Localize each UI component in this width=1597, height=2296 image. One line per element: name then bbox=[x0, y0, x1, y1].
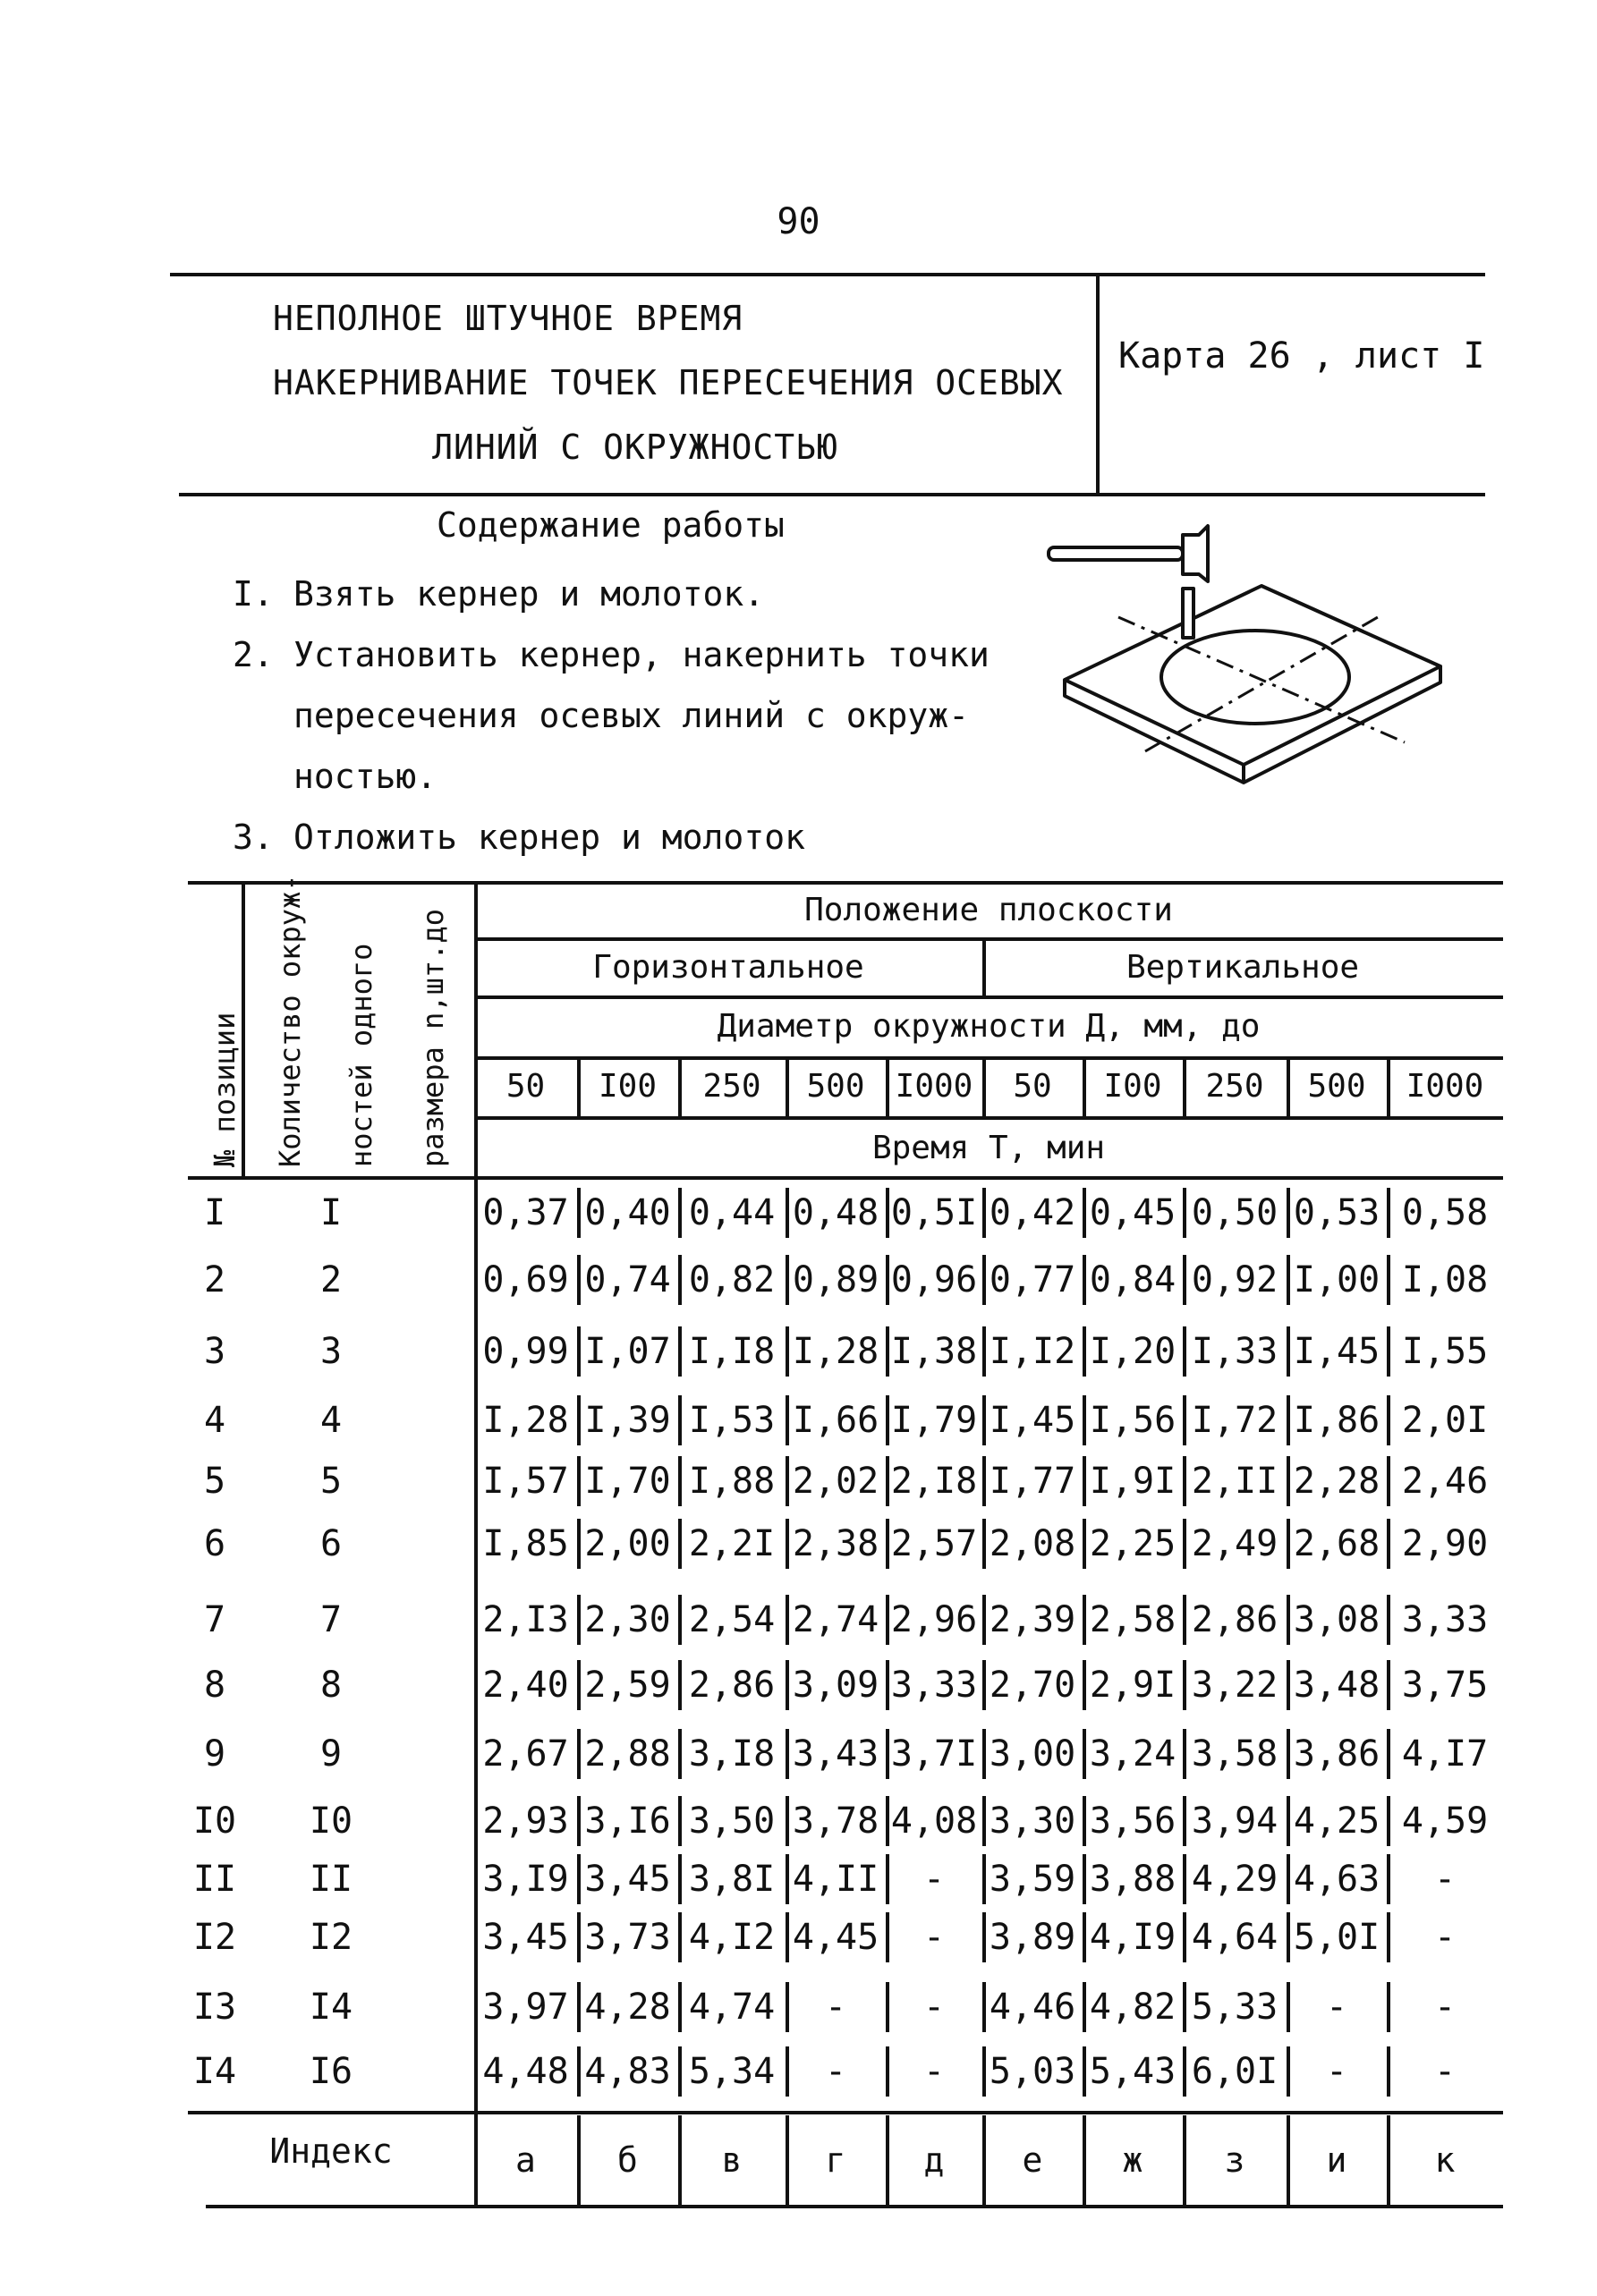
time-value-cell: 3,45 bbox=[584, 1859, 671, 1900]
index-letter-cell: ж bbox=[1122, 2140, 1143, 2180]
index-letter-cell: з bbox=[1224, 2140, 1245, 2180]
vertical-header: Вертикальное bbox=[1126, 949, 1360, 986]
time-value-cell: 3,86 bbox=[1293, 1733, 1380, 1775]
time-value-cell: 4,29 bbox=[1191, 1859, 1278, 1900]
time-value-cell: 4,08 bbox=[890, 1800, 978, 1842]
header-bottom-rule bbox=[188, 1176, 1503, 1180]
time-value-cell: 5,03 bbox=[989, 2051, 1076, 2092]
time-value-cell: - bbox=[1433, 2051, 1457, 2092]
time-value-cell: 3,43 bbox=[792, 1733, 879, 1775]
time-value-cell: 0,77 bbox=[989, 1259, 1076, 1301]
position-cell: 2 bbox=[203, 1259, 226, 1301]
time-value-cell: 6,0I bbox=[1191, 2051, 1278, 2092]
time-value-cell: 2,93 bbox=[482, 1800, 569, 1842]
diameter-cell: I00 bbox=[1103, 1068, 1162, 1105]
position-cell: I bbox=[203, 1192, 226, 1233]
time-value-cell: 0,96 bbox=[890, 1259, 978, 1301]
hammer-icon bbox=[1049, 547, 1183, 560]
time-table bbox=[188, 874, 1503, 2223]
time-value-cell: 0,44 bbox=[688, 1192, 776, 1233]
time-value-cell: 2,88 bbox=[584, 1733, 671, 1775]
time-value-cell: 0,89 bbox=[792, 1259, 879, 1301]
time-value-cell: I,20 bbox=[1089, 1331, 1177, 1372]
time-value-cell: 3,09 bbox=[792, 1665, 879, 1706]
time-value-cell: 2,II bbox=[1191, 1461, 1278, 1502]
col-count-header-3: размера n,шт.до bbox=[416, 909, 450, 1167]
time-value-cell: I,72 bbox=[1191, 1400, 1278, 1441]
time-value-cell: 0,45 bbox=[1089, 1192, 1177, 1233]
diameter-cell: I000 bbox=[895, 1068, 973, 1105]
time-value-cell: 3,7I bbox=[890, 1733, 978, 1775]
count-cell: 3 bbox=[319, 1331, 343, 1372]
time-value-cell: I,79 bbox=[890, 1400, 978, 1441]
time-value-cell: 3,56 bbox=[1089, 1800, 1177, 1842]
position-cell: 7 bbox=[203, 1599, 226, 1640]
time-value-cell: 2,00 bbox=[584, 1523, 671, 1564]
time-value-cell: 5,34 bbox=[688, 2051, 776, 2092]
time-value-cell: 2,40 bbox=[482, 1665, 569, 1706]
table-row bbox=[188, 1248, 1503, 1312]
index-label: Индекс bbox=[269, 2131, 393, 2171]
position-cell: 4 bbox=[203, 1400, 226, 1441]
time-value-cell: 2,30 bbox=[584, 1599, 671, 1640]
work-item: пересечения осевых линий с окруж- bbox=[293, 696, 969, 735]
position-cell: I2 bbox=[192, 1917, 237, 1958]
table-top-rule bbox=[188, 881, 1503, 885]
table-row bbox=[188, 1975, 1503, 2039]
count-cell: 7 bbox=[319, 1599, 343, 1640]
time-value-cell: I,I8 bbox=[688, 1331, 776, 1372]
time-value-cell: 2,54 bbox=[688, 1599, 776, 1640]
time-value-cell: I,57 bbox=[482, 1461, 569, 1502]
time-value-cell: I,39 bbox=[584, 1400, 671, 1441]
work-item: I. Взять кернер и молоток. bbox=[233, 574, 765, 614]
plane-position-header: Положение плоскости bbox=[804, 892, 1173, 928]
time-value-cell: 3,58 bbox=[1191, 1733, 1278, 1775]
time-value-cell: I,88 bbox=[688, 1461, 776, 1502]
work-item: ностью. bbox=[293, 757, 437, 796]
time-value-cell: 0,82 bbox=[688, 1259, 776, 1301]
time-value-cell: 2,08 bbox=[989, 1523, 1076, 1564]
time-value-cell: I,85 bbox=[482, 1523, 569, 1564]
col-count-header-1: Количество окруж- bbox=[273, 874, 307, 1167]
time-value-cell: 4,28 bbox=[584, 1987, 671, 2028]
count-cell: I4 bbox=[309, 1987, 353, 2028]
table-row bbox=[188, 1722, 1503, 1786]
table-row bbox=[188, 1905, 1503, 1970]
time-value-cell: 4,64 bbox=[1191, 1917, 1278, 1958]
time-value-cell: - bbox=[824, 2051, 847, 2092]
time-value-cell: 0,92 bbox=[1191, 1259, 1278, 1301]
page-number: 90 bbox=[777, 201, 820, 242]
card-reference: Карта 26 , лист I bbox=[1118, 335, 1485, 377]
index-letter-cell: и bbox=[1326, 2140, 1347, 2180]
time-value-cell: 2,86 bbox=[688, 1665, 776, 1706]
time-value-cell: 4,82 bbox=[1089, 1987, 1177, 2028]
index-letter-cell: б bbox=[617, 2140, 638, 2180]
time-value-cell: 3,94 bbox=[1191, 1800, 1278, 1842]
time-value-cell: 3,45 bbox=[482, 1917, 569, 1958]
time-value-cell: 3,24 bbox=[1089, 1733, 1177, 1775]
time-value-cell: 3,50 bbox=[688, 1800, 776, 1842]
table-bottom-rule bbox=[206, 2205, 1503, 2208]
diameter-cell: 500 bbox=[806, 1068, 865, 1105]
count-cell: 8 bbox=[319, 1665, 343, 1706]
time-value-cell: 4,63 bbox=[1293, 1859, 1380, 1900]
diameter-header: Диаметр окружности Д, мм, до bbox=[717, 1008, 1261, 1045]
time-value-cell: - bbox=[922, 2051, 946, 2092]
col-count-header-2: ностей одного bbox=[344, 943, 378, 1167]
position-cell: 3 bbox=[203, 1331, 226, 1372]
time-value-cell: - bbox=[1433, 1859, 1457, 1900]
position-cell: 5 bbox=[203, 1461, 226, 1502]
time-value-cell: 2,02 bbox=[792, 1461, 879, 1502]
position-cell: 9 bbox=[203, 1733, 226, 1775]
time-value-cell: 3,78 bbox=[792, 1800, 879, 1842]
time-value-cell: 3,08 bbox=[1293, 1599, 1380, 1640]
table-row bbox=[188, 1512, 1503, 1576]
time-value-cell: 3,89 bbox=[989, 1917, 1076, 1958]
time-value-cell: I,55 bbox=[1401, 1331, 1489, 1372]
table-row bbox=[188, 1181, 1503, 1245]
index-letter-cell: а bbox=[515, 2140, 536, 2180]
time-value-cell: I,38 bbox=[890, 1331, 978, 1372]
time-header: Время Т, мин bbox=[871, 1130, 1106, 1166]
time-value-cell: I,53 bbox=[688, 1400, 776, 1441]
time-value-cell: 3,8I bbox=[688, 1859, 776, 1900]
time-value-cell: I,56 bbox=[1089, 1400, 1177, 1441]
time-value-cell: 2,68 bbox=[1293, 1523, 1380, 1564]
diameter-cell: 50 bbox=[505, 1068, 546, 1105]
time-value-cell: 0,37 bbox=[482, 1192, 569, 1233]
time-value-cell: 3,97 bbox=[482, 1987, 569, 2028]
time-value-cell: 0,48 bbox=[792, 1192, 879, 1233]
time-value-cell: I,28 bbox=[792, 1331, 879, 1372]
time-value-cell: 2,46 bbox=[1401, 1461, 1489, 1502]
position-cell: 8 bbox=[203, 1665, 226, 1706]
time-value-cell: 2,39 bbox=[989, 1599, 1076, 1640]
position-cell: I4 bbox=[192, 2051, 237, 2092]
time-value-cell: 2,58 bbox=[1089, 1599, 1177, 1640]
time-value-cell: 3,I9 bbox=[482, 1859, 569, 1900]
time-value-cell: I,66 bbox=[792, 1400, 879, 1441]
time-value-cell: 4,46 bbox=[989, 1987, 1076, 2028]
table-row bbox=[188, 1588, 1503, 1652]
position-cell: 6 bbox=[203, 1523, 226, 1564]
time-value-cell: I,08 bbox=[1401, 1259, 1489, 1301]
time-value-cell: I,70 bbox=[584, 1461, 671, 1502]
time-value-cell: 3,48 bbox=[1293, 1665, 1380, 1706]
time-value-cell: 4,83 bbox=[584, 2051, 671, 2092]
index-letter-cell: г bbox=[825, 2140, 846, 2180]
table-row bbox=[188, 1789, 1503, 1853]
index-letter-cell: е bbox=[1022, 2140, 1043, 2180]
time-value-cell: I,45 bbox=[1293, 1331, 1380, 1372]
time-value-cell: 2,59 bbox=[584, 1665, 671, 1706]
time-value-cell: I,00 bbox=[1293, 1259, 1380, 1301]
time-value-cell: 2,96 bbox=[890, 1599, 978, 1640]
diameter-cell: I000 bbox=[1406, 1068, 1484, 1105]
title-line-2: НАКЕРНИВАНИЕ ТОЧЕК ПЕРЕСЕЧЕНИЯ ОСЕВЫХ bbox=[273, 363, 1064, 402]
time-value-cell: 0,50 bbox=[1191, 1192, 1278, 1233]
time-value-cell: 4,48 bbox=[482, 2051, 569, 2092]
time-value-cell: 3,88 bbox=[1089, 1859, 1177, 1900]
position-cell: I3 bbox=[192, 1987, 237, 2028]
time-value-cell: 2,25 bbox=[1089, 1523, 1177, 1564]
punch-on-plate-illustration bbox=[1047, 519, 1458, 814]
time-value-cell: 0,5I bbox=[890, 1192, 978, 1233]
table-row bbox=[188, 1449, 1503, 1513]
time-value-cell: 5,33 bbox=[1191, 1987, 1278, 2028]
index-letter-cell: в bbox=[721, 2140, 743, 2180]
table-row bbox=[188, 2039, 1503, 2104]
time-value-cell: - bbox=[922, 1917, 946, 1958]
time-value-cell: 0,42 bbox=[989, 1192, 1076, 1233]
time-value-cell: - bbox=[1325, 1987, 1348, 2028]
time-value-cell: 3,75 bbox=[1401, 1665, 1489, 1706]
time-value-cell: 2,57 bbox=[890, 1523, 978, 1564]
time-value-cell: 4,59 bbox=[1401, 1800, 1489, 1842]
time-value-cell: 4,25 bbox=[1293, 1800, 1380, 1842]
time-value-cell: - bbox=[922, 1859, 946, 1900]
table-row bbox=[188, 1653, 1503, 1717]
time-value-cell: 2,38 bbox=[792, 1523, 879, 1564]
time-value-cell: 3,33 bbox=[890, 1665, 978, 1706]
time-value-cell: 5,0I bbox=[1293, 1917, 1380, 1958]
count-cell: I0 bbox=[309, 1800, 353, 1842]
diameter-cell: 500 bbox=[1307, 1068, 1366, 1105]
time-value-cell: 0,69 bbox=[482, 1259, 569, 1301]
time-value-cell: 2,70 bbox=[989, 1665, 1076, 1706]
time-value-cell: 0,84 bbox=[1089, 1259, 1177, 1301]
time-value-cell: 3,30 bbox=[989, 1800, 1076, 1842]
time-value-cell: I,I2 bbox=[989, 1331, 1076, 1372]
time-value-cell: 4,I9 bbox=[1089, 1917, 1177, 1958]
diameter-row bbox=[188, 1056, 1503, 1116]
time-value-cell: 4,74 bbox=[688, 1987, 776, 2028]
time-value-cell: 0,58 bbox=[1401, 1192, 1489, 1233]
count-cell: 2 bbox=[319, 1259, 343, 1301]
time-value-cell: I,33 bbox=[1191, 1331, 1278, 1372]
count-cell: 9 bbox=[319, 1733, 343, 1775]
title-block bbox=[170, 286, 1100, 479]
time-value-cell: - bbox=[1433, 1917, 1457, 1958]
time-value-cell: 4,45 bbox=[792, 1917, 879, 1958]
count-cell: 5 bbox=[319, 1461, 343, 1502]
count-cell: 6 bbox=[319, 1523, 343, 1564]
table-row bbox=[188, 1847, 1503, 1911]
position-cell: II bbox=[192, 1859, 237, 1900]
time-value-cell: 0,74 bbox=[584, 1259, 671, 1301]
time-value-cell: - bbox=[922, 1987, 946, 2028]
diameter-cell: 250 bbox=[702, 1068, 761, 1105]
time-value-cell: I,07 bbox=[584, 1331, 671, 1372]
diameter-cell: I00 bbox=[598, 1068, 658, 1105]
time-value-cell: 2,I8 bbox=[890, 1461, 978, 1502]
time-value-cell: 3,00 bbox=[989, 1733, 1076, 1775]
time-value-cell: - bbox=[1433, 1987, 1457, 2028]
col-position-header: № позиции bbox=[208, 1012, 242, 1167]
time-value-cell: 3,33 bbox=[1401, 1599, 1489, 1640]
count-cell: I6 bbox=[309, 2051, 353, 2092]
title-top-rule bbox=[170, 273, 1485, 276]
time-value-cell: 0,40 bbox=[584, 1192, 671, 1233]
table-row bbox=[188, 1319, 1503, 1384]
time-value-cell: 3,73 bbox=[584, 1917, 671, 1958]
diameter-cell: 250 bbox=[1205, 1068, 1264, 1105]
horizontal-header: Горизонтальное bbox=[592, 949, 864, 986]
time-value-cell: - bbox=[824, 1987, 847, 2028]
work-item: 3. Отложить кернер и молоток bbox=[233, 818, 805, 857]
count-cell: II bbox=[309, 1859, 353, 1900]
title-line-1: НЕПОЛНОЕ ШТУЧНОЕ ВРЕМЯ bbox=[273, 299, 743, 338]
punch-icon bbox=[1183, 589, 1194, 638]
data-rows bbox=[188, 1181, 1503, 2111]
time-value-cell: I,28 bbox=[482, 1400, 569, 1441]
index-letter-cell: д bbox=[923, 2140, 945, 2180]
time-value-cell: 0,99 bbox=[482, 1331, 569, 1372]
time-value-cell: 2,67 bbox=[482, 1733, 569, 1775]
time-value-cell: 2,2I bbox=[688, 1523, 776, 1564]
time-value-cell: 2,90 bbox=[1401, 1523, 1489, 1564]
time-value-cell: 2,49 bbox=[1191, 1523, 1278, 1564]
work-heading: Содержание работы bbox=[437, 505, 785, 545]
work-item: 2. Установить кернер, накернить точки bbox=[233, 635, 990, 674]
time-value-cell: I,77 bbox=[989, 1461, 1076, 1502]
index-row bbox=[188, 2115, 1503, 2205]
count-cell: I2 bbox=[309, 1917, 353, 1958]
time-value-cell: - bbox=[1325, 2051, 1348, 2092]
time-value-cell: 4,I7 bbox=[1401, 1733, 1489, 1775]
position-cell: I0 bbox=[192, 1800, 237, 1842]
time-value-cell: I,86 bbox=[1293, 1400, 1380, 1441]
time-value-cell: 3,I8 bbox=[688, 1733, 776, 1775]
data-bottom-rule bbox=[188, 2111, 1503, 2114]
count-cell: I bbox=[319, 1192, 343, 1233]
time-value-cell: 2,28 bbox=[1293, 1461, 1380, 1502]
time-value-cell: 3,59 bbox=[989, 1859, 1076, 1900]
title-line-3: ЛИНИЙ С ОКРУЖНОСТЬЮ bbox=[432, 428, 838, 467]
time-value-cell: 3,I6 bbox=[584, 1800, 671, 1842]
time-value-cell: 0,53 bbox=[1293, 1192, 1380, 1233]
time-value-cell: 5,43 bbox=[1089, 2051, 1177, 2092]
diameter-cell: 50 bbox=[1013, 1068, 1052, 1105]
time-value-cell: I,45 bbox=[989, 1400, 1076, 1441]
title-bottom-rule bbox=[179, 493, 1485, 496]
time-value-cell: 3,22 bbox=[1191, 1665, 1278, 1706]
time-value-cell: 4,II bbox=[792, 1859, 879, 1900]
time-value-cell: 2,74 bbox=[792, 1599, 879, 1640]
table-row bbox=[188, 1388, 1503, 1453]
count-cell: 4 bbox=[319, 1400, 343, 1441]
time-value-cell: 2,9I bbox=[1089, 1665, 1177, 1706]
work-list bbox=[233, 563, 1009, 868]
time-value-cell: 2,86 bbox=[1191, 1599, 1278, 1640]
time-value-cell: 4,I2 bbox=[688, 1917, 776, 1958]
time-value-cell: 2,0I bbox=[1401, 1400, 1489, 1441]
time-value-cell: 2,I3 bbox=[482, 1599, 569, 1640]
index-letter-cell: к bbox=[1434, 2140, 1456, 2180]
time-value-cell: I,9I bbox=[1089, 1461, 1177, 1502]
